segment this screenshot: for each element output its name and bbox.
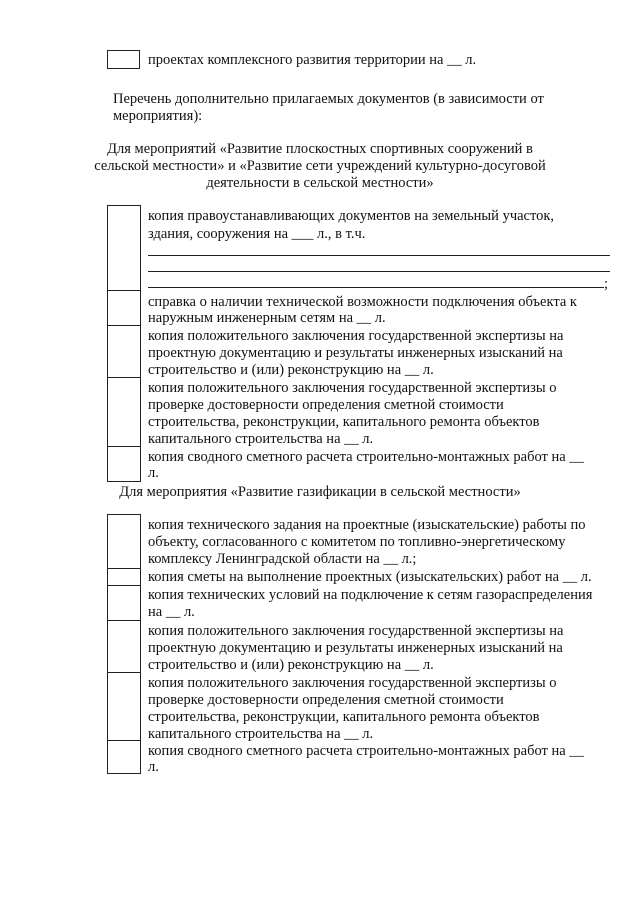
blank-fill-line-3[interactable] [148, 287, 604, 288]
section1-heading-line-2: сельской местности» и «Развитие сети учреждений культурно-досуговой [94, 158, 546, 174]
section1-item-1-line-1: копия правоустанавливающих документов на земельный участок, [148, 208, 555, 224]
section2-checkbox-4[interactable] [107, 620, 141, 673]
section1-item-5-line-2: л. [148, 465, 159, 481]
section2-checkbox-3[interactable] [107, 585, 141, 621]
section1-heading-line-1: Для мероприятий «Развитие плоскостных спортивных сооружений в [107, 141, 533, 157]
section2-item-6-line-1: копия сводного сметного расчета строительно-монтажных работ на __ [148, 743, 584, 759]
section1-checkbox-3[interactable] [107, 325, 141, 378]
blank-fill-line-1[interactable] [148, 255, 610, 256]
section2-item-3-line-2: на __ л. [148, 604, 195, 620]
top-item-text: проектах комплексного развития территории на __ л. [148, 52, 477, 68]
section1-item-2-line-1: справка о наличии технической возможности подключения объекта к [148, 294, 577, 310]
section1-item-4-line-1: копия положительного заключения государственной экспертизы о [148, 380, 557, 396]
section2-item-1-line-1: копия технического задания на проектные (изыскательские) работы по [148, 517, 586, 533]
section1-item-3-line-1: копия положительного заключения государственной экспертизы на [148, 328, 564, 344]
section1-checkbox-4[interactable] [107, 377, 141, 447]
section2-checkbox-2[interactable] [107, 568, 141, 586]
section1-checkbox-2[interactable] [107, 290, 141, 326]
section1-heading-line-3: деятельности в сельской местности» [206, 175, 434, 191]
section2-item-5-line-3: строительства, реконструкции, капитального ремонта объектов [148, 709, 540, 725]
section1-item-2-line-2: наружным инженерным сетям на __ л. [148, 310, 386, 326]
section2-checkbox-6[interactable] [107, 740, 141, 774]
blank-fill-line-2[interactable] [148, 271, 610, 272]
section2-item-1-line-2: объекту, согласованного с комитетом по топливно-энергетическому [148, 534, 566, 550]
section2-item-2-line-1: копия сметы на выполнение проектных (изыскательских) работ на __ л. [148, 569, 592, 585]
section2-item-1-line-3: комплексу Ленинградской области на __ л.; [148, 551, 417, 567]
checkbox-top[interactable] [107, 50, 140, 69]
section1-item-5-line-1: копия сводного сметного расчета строительно-монтажных работ на __ [148, 449, 584, 465]
section2-checkbox-5[interactable] [107, 672, 141, 741]
section1-checkbox-5[interactable] [107, 446, 141, 482]
section2-item-3-line-1: копия технических условий на подключение к сетям газораспределения [148, 587, 593, 603]
section2-item-5-line-1: копия положительного заключения государственной экспертизы о [148, 675, 557, 691]
section2-item-5-line-4: капитального строительства на __ л. [148, 726, 374, 742]
section2-item-6-line-2: л. [148, 759, 159, 775]
intro-line-2: мероприятия): [113, 108, 203, 124]
section2-item-5-line-2: проверке достоверности определения сметной стоимости [148, 692, 504, 708]
section1-item-1-line-2: здания, сооружения на ___ л., в т.ч. [148, 226, 366, 242]
section1-item-3-line-2: проектную документацию и результаты инженерных изысканий на [148, 345, 563, 361]
section1-item-4-line-4: капитального строительства на __ л. [148, 431, 374, 447]
section2-item-4-line-2: проектную документацию и результаты инженерных изысканий на [148, 640, 563, 656]
section1-item-3-line-3: строительство и (или) реконструкцию на __ л. [148, 362, 434, 378]
section2-item-4-line-3: строительство и (или) реконструкцию на __ л. [148, 657, 434, 673]
intro-line-1: Перечень дополнительно прилагаемых документов (в зависимости от [113, 91, 544, 107]
section2-item-4-line-1: копия положительного заключения государственной экспертизы на [148, 623, 564, 639]
section2-heading: Для мероприятия «Развитие газификации в сельской местности» [119, 484, 521, 500]
section2-checkbox-1[interactable] [107, 514, 141, 569]
section1-item-4-line-2: проверке достоверности определения сметной стоимости [148, 397, 504, 413]
blank-fill-semicolon: ; [604, 276, 609, 292]
section1-checkbox-1[interactable] [107, 205, 141, 291]
section1-item-4-line-3: строительства, реконструкции, капитального ремонта объектов [148, 414, 540, 430]
